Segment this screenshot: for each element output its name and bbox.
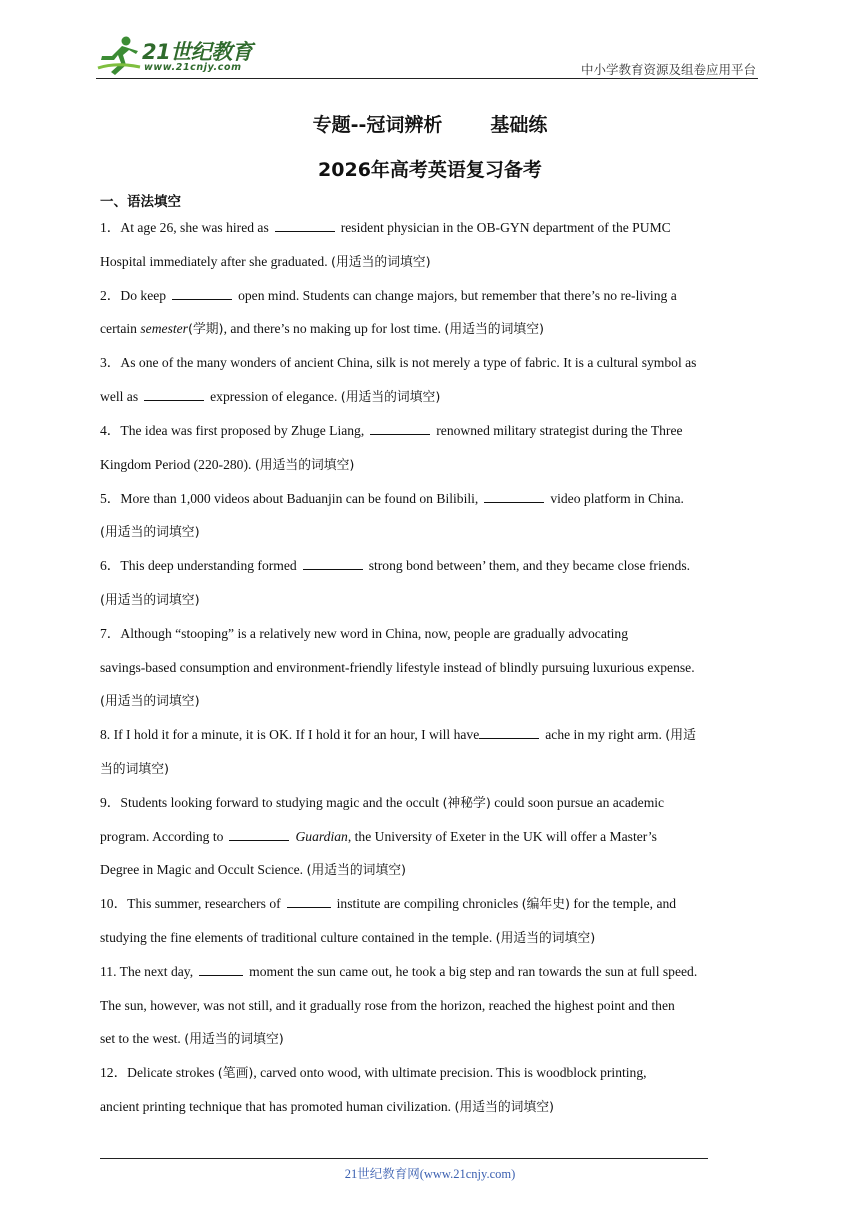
page-subtitle: 2026年高考英语复习备考 (318, 159, 542, 181)
question-9-line-1: 9．Students looking forward to studying magic and the occult (神秘学) could soon pursue an academic (100, 795, 665, 811)
question-8-line-2: 当的词填空) (100, 762, 169, 777)
platform-tagline: 中小学教育资源及组卷应用平台 (580, 62, 756, 77)
page-header (96, 34, 758, 79)
question-10-line-2: studying the fine elements of traditional culture contained in the temple. (用适当的词填空) (100, 930, 596, 946)
question-5-line-2: (用适当的词填空) (100, 525, 200, 540)
question-6-line-2: (用适当的词填空) (100, 593, 200, 608)
logo (96, 34, 266, 76)
question-3-line-1: 3．As one of the many wonders of ancient China, silk is not merely a type of fabric. It is a cultural symbol as (100, 355, 697, 370)
title-topic: 专题--冠词辨析 (312, 114, 443, 136)
question-11-line-3: set to the west. (用适当的词填空) (100, 1031, 284, 1047)
question-3-line-2: well as expression of elegance. (用适当的词填空) (100, 389, 441, 405)
answer-blank (172, 287, 232, 300)
section-heading: 一、语法填空 (100, 194, 181, 210)
title-level: 基础练 (490, 114, 548, 136)
footer-link[interactable]: 21世纪教育网(www.21cnjy.com) (344, 1167, 516, 1181)
question-7-line-1: 7．Although “stooping” is a relatively new word in China, now, people are gradually advocating (100, 626, 629, 641)
runner-logo-icon (96, 34, 144, 76)
question-12-line-1: 12．Delicate strokes (笔画), carved onto wood, with ultimate precision. This is woodblock printing, (100, 1065, 647, 1081)
question-5-line-1: 5．More than 1,000 videos about Baduanjin can be found on Bilibili, video platform in China. (100, 491, 684, 506)
answer-blank (484, 490, 544, 503)
question-9-line-3: Degree in Magic and Occult Science. (用适当的词填空) (100, 862, 407, 878)
page-title (0, 110, 860, 137)
question-10-line-1: 10．This summer, researchers of institute are compiling chronicles (编年史) for the temple, and (100, 896, 677, 912)
logo-url: www.21cnjy.com (144, 62, 242, 73)
question-7-line-3: (用适当的词填空) (100, 694, 200, 709)
answer-blank (144, 388, 204, 401)
question-8-line-1: 8. If I hold it for a minute, it is OK. If I hold it for an hour, I will have ache in my right arm. (用适 (100, 727, 696, 743)
question-1-line-1: 1．At age 26, she was hired as resident physician in the OB-GYN department of the PUMC (100, 220, 671, 235)
answer-blank (303, 557, 363, 570)
question-11-line-2: The sun, however, was not still, and it gradually rose from the horizon, reached the highest point and then (100, 998, 675, 1013)
question-12-line-2: ancient printing technique that has promoted human civilization. (用适当的词填空) (100, 1099, 555, 1115)
answer-blank (199, 963, 243, 976)
answer-blank (287, 895, 331, 908)
question-9-line-2: program. According to Guardian, the University of Exeter in the UK will offer a Master’s (100, 829, 657, 844)
question-6-line-1: 6．This deep understanding formed strong bond between’ them, and they became close friends. (100, 558, 691, 573)
answer-blank (229, 828, 289, 841)
question-11-line-1: 11. The next day, moment the sun came out, he took a big step and ran towards the sun at full speed. (100, 964, 698, 979)
answer-blank (275, 219, 335, 232)
question-2-line-2: certain semester(学期), and there’s no making up for lost time. (用适当的词填空) (100, 321, 544, 337)
question-7-line-2: savings-based consumption and environment-friendly lifestyle instead of blindly pursuing luxurious expense. (100, 660, 695, 675)
answer-blank (370, 422, 430, 435)
logo-text: 21世纪教育 (142, 40, 253, 64)
footer-divider (100, 1158, 708, 1159)
question-2-line-1: 2．Do keep open mind. Students can change majors, but remember that there’s no re-living a (100, 288, 677, 303)
answer-blank (479, 726, 539, 739)
question-4-line-1: 4．The idea was first proposed by Zhuge Liang, renowned military strategist during the Three (100, 423, 683, 438)
question-4-line-2: Kingdom Period (220-280). (用适当的词填空) (100, 457, 355, 473)
question-1-line-2: Hospital immediately after she graduated. (用适当的词填空) (100, 254, 431, 270)
